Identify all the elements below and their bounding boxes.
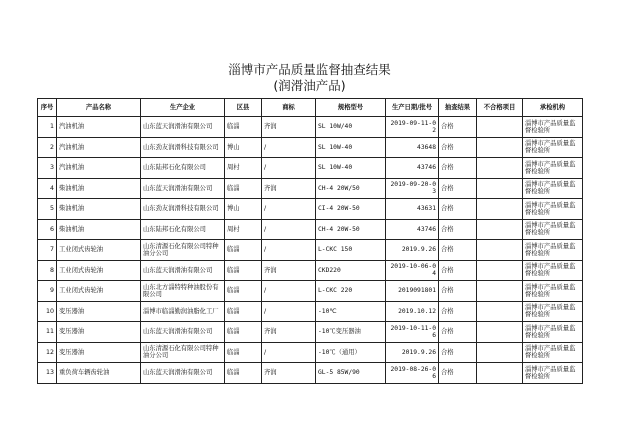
cell-model: CI-4 20W-50 [316,199,386,220]
cell-batch: 2019091801 [386,281,439,302]
header-batch: 生产日期/批号 [386,99,439,117]
cell-district: 临淄 [225,301,262,322]
cell-district: 临淄 [225,281,262,302]
cell-product-name: 柴油机油 [57,178,141,199]
cell-model: CH-4 20W-50 [316,219,386,240]
cell-product-name: 变压器油 [57,301,141,322]
cell-product-name: 工业闭式齿轮油 [57,260,141,281]
cell-product-name: 柴油机油 [57,219,141,240]
table-row [38,137,583,158]
table-row [38,260,583,281]
cell-brand: 齐润 [262,260,316,281]
header-result: 抽查结果 [439,99,477,117]
cell-brand: 齐润 [262,178,316,199]
cell-no: 11 [38,322,57,343]
header-manufacturer: 生产企业 [141,99,225,117]
cell-manufacturer: 山东蓝天润滑油有限公司 [141,322,225,343]
cell-district: 临淄 [225,260,262,281]
cell-no: 4 [38,178,57,199]
cell-brand: / [262,301,316,322]
cell-failed-items [477,137,523,158]
cell-model: -10℃变压器油 [316,322,386,343]
cell-failed-items [477,322,523,343]
cell-brand: / [262,137,316,158]
cell-batch: 43746 [386,219,439,240]
cell-no: 1 [38,117,57,138]
cell-model: SL 10W/40 [316,117,386,138]
header-model: 规格型号 [316,99,386,117]
cell-no: 13 [38,363,57,384]
cell-batch: 2019-10-06-04 [386,260,439,281]
cell-brand: 齐润 [262,117,316,138]
cell-district: 临淄 [225,240,262,261]
cell-inspection-org: 淄博市产品质量监督检验所 [523,322,583,343]
cell-failed-items [477,158,523,179]
cell-failed-items [477,342,523,363]
cell-brand: 齐润 [262,363,316,384]
cell-batch: 43746 [386,158,439,179]
cell-manufacturer: 山东清源石化有限公司特种油分公司 [141,342,225,363]
cell-result: 合格 [439,363,477,384]
cell-batch: 43631 [386,199,439,220]
table-body [38,117,583,384]
cell-no: 10 [38,301,57,322]
table-row [38,219,583,240]
cell-inspection-org: 淄博市产品质量监督检验所 [523,281,583,302]
cell-product-name: 汽油机油 [57,137,141,158]
cell-failed-items [477,199,523,220]
cell-inspection-org: 淄博市产品质量监督检验所 [523,117,583,138]
cell-product-name: 变压器油 [57,322,141,343]
cell-batch: 2019.10.12 [386,301,439,322]
cell-inspection-org: 淄博市产品质量监督检验所 [523,219,583,240]
table-header-row [38,99,583,117]
cell-district: 博山 [225,199,262,220]
header-inspection-org: 承检机构 [523,99,583,117]
cell-result: 合格 [439,301,477,322]
cell-inspection-org: 淄博市产品质量监督检验所 [523,363,583,384]
cell-model: CH-4 20W/50 [316,178,386,199]
cell-brand: / [262,342,316,363]
cell-result: 合格 [439,322,477,343]
cell-result: 合格 [439,178,477,199]
cell-manufacturer: 山东劲友润滑科技有限公司 [141,199,225,220]
table-row [38,363,583,384]
cell-district: 临淄 [225,178,262,199]
header-brand: 商标 [262,99,316,117]
cell-model: SL 10W-40 [316,158,386,179]
cell-brand: / [262,281,316,302]
cell-inspection-org: 淄博市产品质量监督检验所 [523,137,583,158]
cell-batch: 2019.9.26 [386,342,439,363]
cell-failed-items [477,117,523,138]
cell-failed-items [477,178,523,199]
cell-district: 临淄 [225,117,262,138]
cell-model: L-CKC 150 [316,240,386,261]
cell-district: 临淄 [225,322,262,343]
cell-inspection-org: 淄博市产品质量监督检验所 [523,301,583,322]
cell-brand: / [262,158,316,179]
table-row [38,158,583,179]
cell-district: 博山 [225,137,262,158]
cell-product-name: 工业闭式齿轮油 [57,240,141,261]
cell-result: 合格 [439,199,477,220]
cell-model: GL-5 85W/90 [316,363,386,384]
cell-brand: / [262,219,316,240]
header-failed-items: 不合格项目 [477,99,523,117]
cell-batch: 2019.9.26 [386,240,439,261]
cell-result: 合格 [439,281,477,302]
cell-district: 周村 [225,219,262,240]
cell-no: 5 [38,199,57,220]
cell-manufacturer: 山东陆邦石化有限公司 [141,219,225,240]
cell-result: 合格 [439,260,477,281]
table-row [38,322,583,343]
table-row [38,117,583,138]
results-table [37,98,583,384]
cell-product-name: 工业闭式齿轮油 [57,281,141,302]
cell-failed-items [477,219,523,240]
cell-inspection-org: 淄博市产品质量监督检验所 [523,240,583,261]
table-row [38,240,583,261]
table-row [38,301,583,322]
cell-batch: 2019-08-26-06 [386,363,439,384]
cell-model: -10℃ [316,301,386,322]
header-product-name: 产品名称 [57,99,141,117]
cell-manufacturer: 山东蓝天润滑油有限公司 [141,117,225,138]
cell-model: L-CKC 220 [316,281,386,302]
cell-inspection-org: 淄博市产品质量监督检验所 [523,260,583,281]
cell-manufacturer: 山东陆邦石化有限公司 [141,158,225,179]
page-title: 淄博市产品质量监督抽查结果 [228,62,391,77]
cell-batch: 2019-09-20-03 [386,178,439,199]
cell-result: 合格 [439,137,477,158]
cell-model: CKD220 [316,260,386,281]
cell-product-name: 汽油机油 [57,158,141,179]
cell-manufacturer: 淄博市临淄勤润油脂化工厂 [141,301,225,322]
cell-product-name: 汽油机油 [57,117,141,138]
cell-brand: / [262,199,316,220]
cell-no: 2 [38,137,57,158]
header-district: 区县 [225,99,262,117]
cell-no: 6 [38,219,57,240]
cell-batch: 2019-09-11-02 [386,117,439,138]
cell-product-name: 重负荷车辆齿轮油 [57,363,141,384]
cell-model: SL 10W-40 [316,137,386,158]
cell-manufacturer: 山东北方淄特特种油股份有限公司 [141,281,225,302]
cell-result: 合格 [439,219,477,240]
cell-failed-items [477,240,523,261]
cell-product-name: 柴油机油 [57,199,141,220]
table-row [38,199,583,220]
cell-result: 合格 [439,117,477,138]
page-subtitle: (润滑油产品) [273,78,346,93]
cell-model: -10℃（通用） [316,342,386,363]
cell-inspection-org: 淄博市产品质量监督检验所 [523,342,583,363]
cell-no: 8 [38,260,57,281]
cell-result: 合格 [439,342,477,363]
cell-no: 7 [38,240,57,261]
cell-batch: 2019-10-11-06 [386,322,439,343]
cell-no: 9 [38,281,57,302]
cell-district: 周村 [225,158,262,179]
cell-manufacturer: 山东蓝天润滑油有限公司 [141,178,225,199]
cell-failed-items [477,301,523,322]
cell-no: 3 [38,158,57,179]
cell-failed-items [477,363,523,384]
cell-no: 12 [38,342,57,363]
cell-manufacturer: 山东清源石化有限公司特种油分公司 [141,240,225,261]
cell-failed-items [477,260,523,281]
cell-district: 临淄 [225,342,262,363]
cell-manufacturer: 山东蓝天润滑油有限公司 [141,363,225,384]
cell-inspection-org: 淄博市产品质量监督检验所 [523,199,583,220]
table-row [38,178,583,199]
table-row [38,342,583,363]
cell-batch: 43648 [386,137,439,158]
cell-district: 临淄 [225,363,262,384]
header-no: 序号 [38,99,57,117]
cell-inspection-org: 淄博市产品质量监督检验所 [523,178,583,199]
cell-product-name: 变压器油 [57,342,141,363]
cell-brand: 齐润 [262,322,316,343]
cell-failed-items [477,281,523,302]
cell-result: 合格 [439,240,477,261]
cell-manufacturer: 山东劲友润滑科技有限公司 [141,137,225,158]
cell-inspection-org: 淄博市产品质量监督检验所 [523,158,583,179]
table-row [38,281,583,302]
cell-result: 合格 [439,158,477,179]
cell-manufacturer: 山东蓝天润滑油有限公司 [141,260,225,281]
cell-brand: / [262,240,316,261]
